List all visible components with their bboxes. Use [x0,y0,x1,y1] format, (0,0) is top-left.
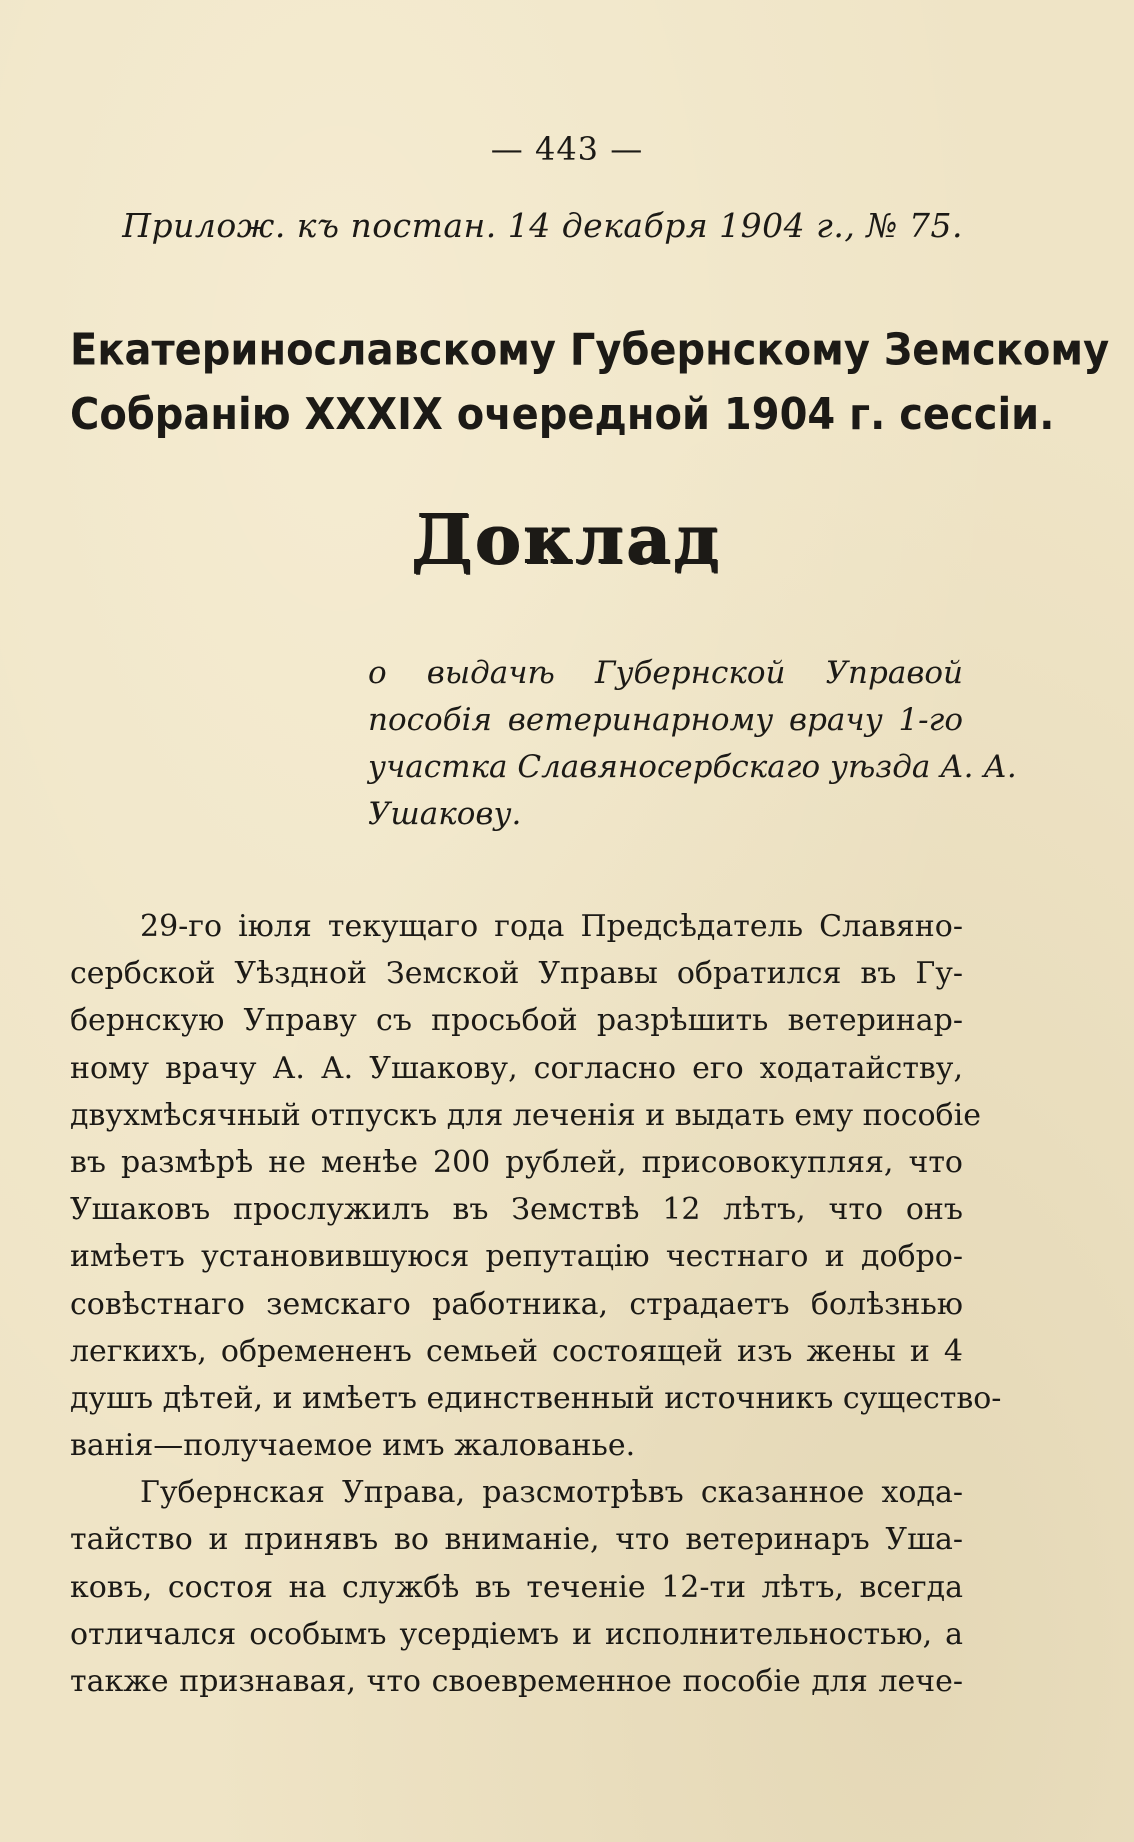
subject-line: пособія ветеринарному врачу 1-го [368,702,963,738]
paragraph-2 [70,1469,963,1705]
text-line: также признавая, что своевременное пособіе для лече- [70,1664,963,1699]
subject-line: Ушакову. [368,796,522,832]
text-line: двухмѣсячный отпускъ для леченія и выдать ему пособіе [70,1097,981,1133]
text-line: душъ дѣтей, и имѣетъ единственный источникъ существо- [70,1380,1002,1416]
appendix-reference: Прилож. къ постан. 14 декабря 1904 г., № 75. [122,206,963,245]
assembly-title-line: Собранію XXXIX очередной 1904 г. сессіи. [70,390,1055,441]
text-line: ному врачу А. А. Ушакову, согласно его ходатайству, [70,1050,963,1086]
body-text [70,903,1002,1705]
text-line: 29-го іюля текущаго года Предсѣдатель Славяно- [140,909,963,944]
text-line: ковъ, состоя на службѣ въ теченіе 12-ти лѣтъ, всегда [70,1569,963,1605]
text-line: имѣетъ установившуюся репутацію честнаго и добро- [70,1239,963,1275]
paragraph-1 [70,903,1002,1469]
text-line: тайство и принявъ во вниманіе, что ветеринаръ Уша- [70,1522,963,1558]
report-heading: Доклад [411,500,723,580]
subject-line: о выдачѣ Губернской Управой [368,655,963,691]
text-line: ванія—получаемое имъ жалованье. [70,1428,636,1464]
text-line: легкихъ, обремененъ семьей состоящей изъ жены и 4 [70,1333,963,1369]
text-line: совѣстнаго земскаго работника, страдаетъ болѣзнью [70,1286,963,1322]
text-line: сербской Уѣздной Земской Управы обратился въ Гу- [70,956,963,992]
text-line: Губернская Управа, разсмотрѣвъ сказанное хода- [140,1475,963,1511]
text-line: бернскую Управу съ просьбой разрѣшить ветеринар- [70,1003,963,1039]
text-line: Ушаковъ прослужилъ въ Земствѣ 12 лѣтъ, что онъ [70,1192,963,1228]
text-line: отличался особымъ усердіемъ и исполнительностью, а [70,1616,963,1652]
assembly-title [70,318,1110,448]
report-subject [368,650,1017,838]
page-number: — 443 — [490,130,644,168]
text-line: въ размѣрѣ не менѣе 200 рублей, присовокупляя, что [70,1144,963,1180]
assembly-title-line: Екатеринославскому Губернскому Земскому [70,325,1110,376]
subject-line: участка Славяносербскаго уѣзда А. А. [368,749,1017,785]
